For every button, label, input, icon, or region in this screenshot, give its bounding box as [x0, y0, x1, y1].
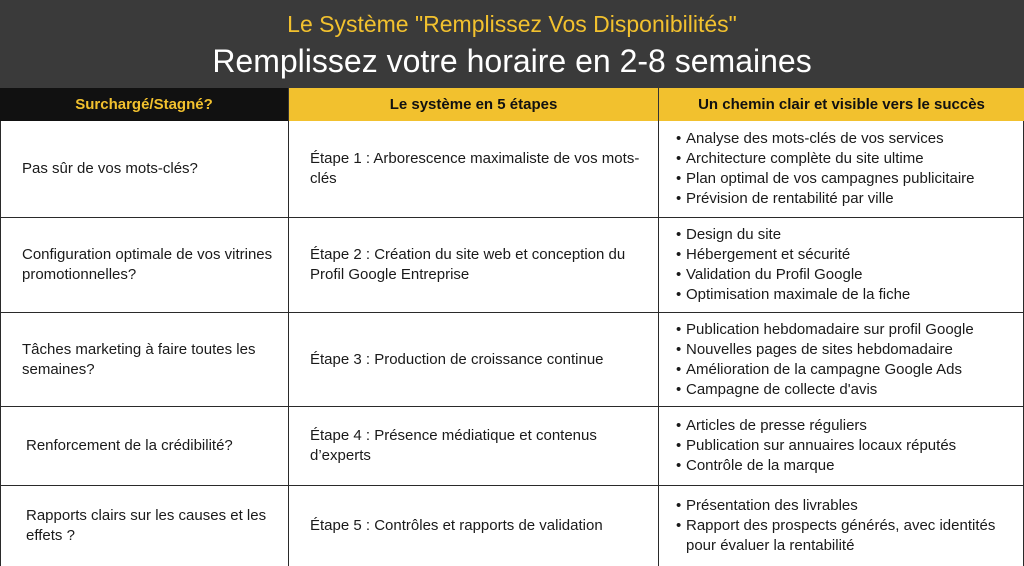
list-item: • Architecture complète du site ultime [676, 150, 924, 167]
bullet-icon: • [676, 340, 682, 358]
problem-text: Rapports clairs sur les causes et les effets ? [26, 507, 267, 544]
bullet-icon: • [676, 266, 682, 283]
problem-text: Renforcement de la crédibilité? [26, 437, 233, 454]
column-header-system: Le système en 5 étapes [288, 88, 658, 121]
list-item: • Prévision de rentabilité par ville [676, 190, 894, 207]
bullet-icon: • [676, 150, 682, 167]
bullet-icon: • [676, 360, 682, 378]
list-item: • Rapport des prospects générés, avec identités pour évaluer la rentabilité [676, 517, 996, 554]
problem-text: Tâches marketing à faire toutes les semaines? [22, 340, 256, 378]
problem-cell [0, 121, 288, 217]
banner-subtitle: Le Système "Remplissez Vos Disponibilités" [287, 11, 737, 37]
table-row [0, 486, 1024, 566]
list-item: • Amélioration de la campagne Google Ads [676, 360, 963, 378]
step-text: Étape 4 : Présence médiatique et contenus d’experts [310, 427, 597, 464]
list-item: • Optimisation maximale de la fiche [676, 286, 911, 303]
problem-cell [0, 486, 288, 566]
bullet-icon: • [676, 226, 682, 243]
table-row [0, 121, 1024, 218]
table-row [0, 407, 1024, 486]
step-text: Étape 5 : Contrôles et rapports de validation [310, 517, 603, 534]
list-item: • Publication sur annuaires locaux réputés [676, 437, 957, 454]
problem-cell [0, 407, 288, 485]
bullet-icon: • [676, 437, 682, 454]
bullet-icon: • [676, 246, 682, 263]
bullet-icon: • [676, 497, 682, 514]
list-item: • Publication hebdomadaire sur profil Google [676, 320, 974, 338]
deliverables-cell [658, 121, 1024, 217]
list-item: • Contrôle de la marque [676, 457, 835, 474]
list-item: • Présentation des livrables [676, 497, 858, 514]
deliverables-list [676, 496, 1018, 556]
banner-title: Remplissez votre horaire en 2-8 semaines [212, 43, 812, 79]
step-text: Étape 3 : Production de croissance continue [310, 350, 604, 368]
deliverables-list [676, 416, 956, 476]
list-item: • Analyse des mots-clés de vos services [676, 130, 944, 147]
column-header-problem: Surchargé/Stagné? [0, 88, 288, 121]
table-border-left [0, 121, 1, 566]
deliverables-cell [658, 313, 1024, 406]
list-item: • Nouvelles pages de sites hebdomadaire [676, 340, 953, 358]
list-item: • Design du site [676, 226, 782, 243]
problem-text: Configuration optimale de vos vitrines promotionnelles? [22, 246, 273, 283]
step-text: Étape 2 : Création du site web et conception du Profil Google Entreprise [310, 246, 626, 283]
deliverables-list [676, 320, 974, 400]
table-row [0, 218, 1024, 313]
title-banner [0, 0, 1024, 88]
list-item: • Plan optimal de vos campagnes publicitaire [676, 170, 975, 187]
list-item: • Validation du Profil Google [676, 266, 863, 283]
deliverables-cell [658, 486, 1024, 566]
bullet-icon: • [676, 417, 682, 434]
table-row [0, 313, 1024, 407]
bullet-icon: • [676, 320, 682, 338]
step-cell [288, 407, 658, 485]
step-cell [288, 121, 658, 217]
bullet-icon: • [676, 130, 682, 147]
step-cell [288, 313, 658, 406]
bullet-icon: • [676, 457, 682, 474]
list-item: • Campagne de collecte d'avis [676, 380, 878, 398]
bullet-icon: • [676, 517, 682, 534]
deliverables-cell [658, 218, 1024, 312]
list-item: • Hébergement et sécurité [676, 246, 851, 263]
bullet-icon: • [676, 286, 682, 303]
bullet-icon: • [676, 170, 682, 187]
list-item: • Articles de presse réguliers [676, 417, 867, 434]
step-text: Étape 1 : Arborescence maximaliste de vos mots-clés [310, 150, 640, 187]
problem-cell [0, 218, 288, 312]
step-cell [288, 218, 658, 312]
step-cell [288, 486, 658, 566]
deliverables-list [676, 225, 910, 305]
column-header-path: Un chemin clair et visible vers le succès [658, 88, 1024, 121]
bullet-icon: • [676, 380, 682, 398]
problem-text: Pas sûr de vos mots-clés? [22, 160, 198, 177]
problem-cell [0, 313, 288, 406]
deliverables-list [676, 129, 975, 209]
deliverables-cell [658, 407, 1024, 485]
bullet-icon: • [676, 190, 682, 207]
